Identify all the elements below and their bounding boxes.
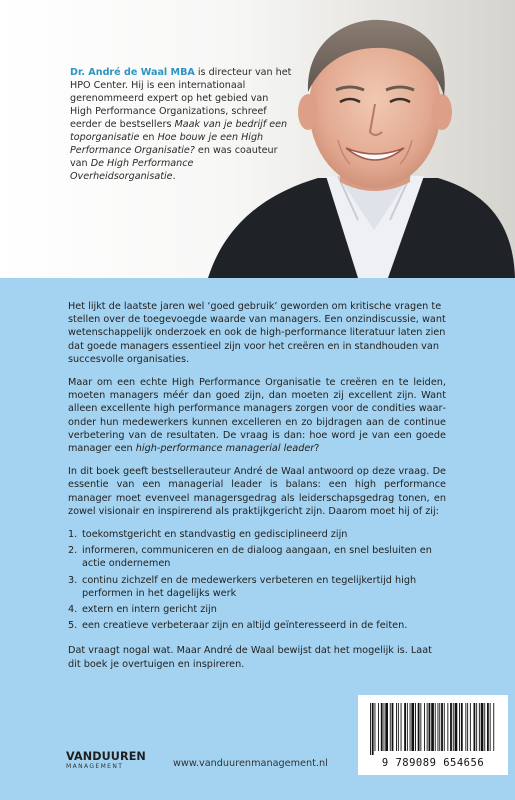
list-number: 2. bbox=[68, 545, 78, 557]
publisher-imprint: MANAGEMENT bbox=[66, 763, 124, 770]
list-item bbox=[68, 544, 446, 570]
author-name: Dr. André de Waal MBA bbox=[70, 67, 195, 78]
blurb-text-run: Maar om een echte High Performance Organisatie te creëren en te leiden, moeten managers méér dan goed zijn, dan moeten zij excellent zijn. Want alleen excellente high performance managers zorgen voor de condities waaronder hun medewerkers kunnen excelleren en zo bijdragen aan de continue verbetering van de resultaten. De vraag is dan: hoe word je van een goede manager een bbox=[68, 377, 446, 455]
blurb-paragraph bbox=[68, 376, 446, 455]
numbered-list bbox=[68, 528, 446, 632]
publisher-name: VANDUUREN bbox=[66, 750, 146, 763]
barcode-bars bbox=[368, 703, 498, 755]
isbn-number: 9 789089 654656 bbox=[381, 757, 485, 769]
bio-book-title: Maak van je bedrijf een toporganisatie bbox=[70, 119, 288, 143]
author-photo-area bbox=[0, 0, 515, 278]
list-item bbox=[68, 603, 446, 616]
list-number: 5. bbox=[68, 620, 78, 632]
list-item bbox=[68, 574, 446, 600]
blurb-paragraph: Het lijkt de laatste jaren wel ‘goed gebruik’ geworden om kritische vragen te stellen over de toegevoegde waarde van managers. Een onzindiscussie, want wetenschappelijk onderzoek en ook de high-performance literatuur laten zien dat goede managers essentieel zijn voor het creëren en in standhouden van succesvolle organisaties. bbox=[68, 301, 446, 365]
list-item bbox=[68, 528, 446, 541]
list-text: extern en intern gericht zijn bbox=[82, 604, 217, 616]
blurb-text-run: ? bbox=[314, 443, 320, 455]
publisher-website: www.vanduurenmanagement.nl bbox=[173, 758, 328, 769]
list-item bbox=[68, 619, 446, 632]
list-number: 4. bbox=[68, 604, 78, 616]
bio-text: . bbox=[172, 171, 176, 182]
blurb-paragraph: In dit boek geeft bestsellerauteur André de Waal antwoord op deze vraag. De essentie van een managerial leader is balans: een high performance manager moet evenveel managersgedrag als leiderschapsgedrag tonen, en zowel visionair en inspirerend als praktijkgericht zijn. Daarom moet hij of zij: bbox=[68, 466, 446, 517]
list-text: toekomstgericht en standvastig en gedisciplineerd zijn bbox=[82, 529, 348, 541]
bio-book-title: Hoe bouw je een High Performance Organisatie? bbox=[70, 132, 264, 156]
closing-paragraph: Dat vraagt nogal wat. Maar André de Waal bewijst dat het mogelijk is. Laat dit boek je overtuigen en inspireren. bbox=[68, 645, 432, 670]
bio-text: en bbox=[139, 132, 158, 143]
list-text: informeren, communiceren en de dialoog aangaan, en snel besluiten en actie ondernemen bbox=[82, 545, 432, 570]
author-bio bbox=[70, 66, 292, 183]
list-text: een creatieve verbeteraar zijn en altijd geïnteresseerd in de feiten. bbox=[82, 620, 408, 632]
bio-text: is directeur van het HPO Center. Hij is een internationaal gerenommeerd expert op het gebied van High Performance Organizations, schreef eerder de bestsellers bbox=[70, 67, 292, 130]
bio-book-title: De High Performance Overheidsorganisatie bbox=[70, 158, 194, 182]
blurb-text bbox=[68, 300, 446, 681]
publisher-logo bbox=[66, 750, 156, 770]
barcode bbox=[358, 695, 508, 775]
list-number: 1. bbox=[68, 529, 78, 541]
blurb-emphasis: high-performance managerial leader bbox=[135, 443, 315, 455]
bio-text: en was coauteur van bbox=[70, 145, 278, 169]
list-text: continu zichzelf en de medewerkers verbeteren en tegelijkertijd high performen in het dagelijks werk bbox=[82, 574, 417, 599]
list-number: 3. bbox=[68, 574, 78, 586]
